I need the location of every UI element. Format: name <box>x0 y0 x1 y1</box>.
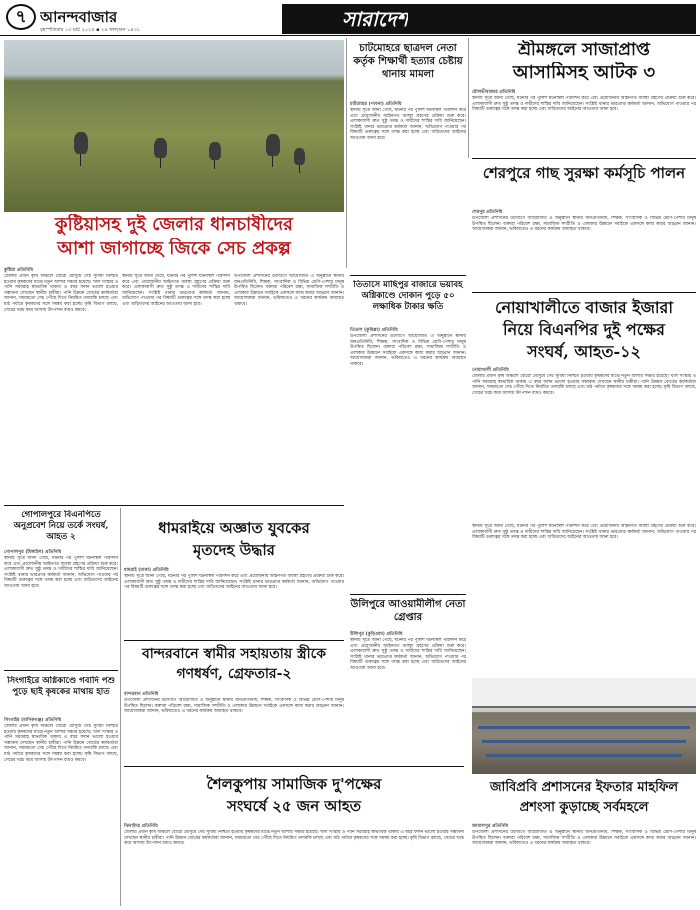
section-divider <box>350 275 466 276</box>
gopalpur-byline: গোপালপুর (টাঙ্গাইল) প্রতিনিধি <box>4 550 62 555</box>
section-divider <box>472 292 696 293</box>
student-attack-body: স্থানীয় সূত্রে জানা গেছে, ঘটনার পর পুলিশ ঘটনাস্থল পরিদর্শন করে এবং প্রয়োজনীয় আইনগত ব্যবস্থা গ্রহণের প্রক্রিয়া শুরু করে। এলাকাবাসী দ্রুত সুষ্ঠু তদন্ত ও দায়ীদের শাস্তির দাবি জানিয়েছেন। সংশ্লিষ্ট থানার ভারপ্রাপ্ত কর্মকর্তা জানান, অভিযোগ পাওয়ার পর বিষয়টি গুরুত্বের সঙ্গে তদন্ত করা হচ্ছে এবং জড়িতদের আইনের আওতায় আনা হবে। <box>350 108 466 141</box>
section-divider <box>472 158 696 159</box>
section-divider <box>124 766 464 767</box>
noakhali-body-cont: স্থানীয় সূত্রে জানা গেছে, ঘটনার পর পুলিশ ঘটনাস্থল পরিদর্শন করে এবং প্রয়োজনীয় আইনগত ব্যবস্থা গ্রহণের প্রক্রিয়া শুরু করে। এলাকাবাসী দ্রুত সুষ্ঠু তদন্ত ও দায়ীদের শাস্তির দাবি জানিয়েছেন। সংশ্লিষ্ট থানার ভারপ্রাপ্ত কর্মকর্তা জানান, অভিযোগ পাওয়ার পর বিষয়টি গুরুত্বের সঙ্গে তদন্ত করা হচ্ছে এবং জড়িতদের আইনের আওতায় আনা হবে। <box>472 524 696 541</box>
noakhali-headline-line2: নিয়ে বিএনপির দুই পক্ষের <box>503 320 665 339</box>
gopalpur-body: স্থানীয় সূত্রে জানা গেছে, ঘটনার পর পুলিশ ঘটনাস্থল পরিদর্শন করে এবং প্রয়োজনীয় আইনগত ব্যবস্থা গ্রহণের প্রক্রিয়া শুরু করে। এলাকাবাসী দ্রুত সুষ্ঠু তদন্ত ও দায়ীদের শাস্তির দাবি জানিয়েছেন। সংশ্লিষ্ট থানার ভারপ্রাপ্ত কর্মকর্তা জানান, অভিযোগ পাওয়ার পর বিষয়টি গুরুত্বের সঙ্গে তদন্ত করা হচ্ছে এবং জড়িতদের আইনের আওতায় আনা হবে। <box>4 556 118 589</box>
shailkupa-headline-line2: সংঘর্ষে ২৫ জন আহত <box>226 797 362 815</box>
singair-body: জেলার প্রধান কৃষি অঞ্চলে বোরো মৌসুমে সেচ সুবিধা নিশ্চিত হওয়ায় কৃষকদের মাঝে নতুন আশার সঞ্চার হয়েছে। খাল সংস্কার ও পানি সরবরাহ স্বাভাবিক থাকায় এ বছর ফলন ভালো হওয়ার সম্ভাবনা দেখছেন স্থানীয় চাষীরা। পানি উন্নয়ন বোর্ডের কর্মকর্তারা জানান, সময়মতো সেচ পৌঁছে দিতে নিয়মিত তদারকি চলছে এবং মাঠ পর্যায়ে কৃষকদের সঙ্গে সমন্বয় করা হচ্ছে। কৃষি বিভাগ বলছে, সেচের খরচ কমে আসায় উৎপাদন ব্যয়ও কমবে। <box>4 724 118 763</box>
singair-byline: সিংগাইর (মানিকগঞ্জ) প্রতিনিধি <box>4 718 62 723</box>
bandarban-body: উপজেলা প্রশাসনের উদ্যোগে আয়োজিত এ অনুষ্ঠানে স্থানীয় জনপ্রতিনিধি, শিক্ষক, সাংবাদিক ও বিভিন্ন শ্রেণি-পেশার মানুষ উপস্থিত ছিলেন। বক্তারা পরিবেশ রক্ষা, সামাজিক সম্প্রীতি ও এলাকার উন্নয়নে সবাইকে একসঙ্গে কাজ করার আহ্বান জানান। আয়োজকরা জানান, ভবিষ্যতেও এ ধরনের কার্যক্রম অব্যাহত থাকবে। <box>124 698 344 715</box>
dateline: বৃহস্পতিবার ১৩ মার্চ ২০২৫ ▪ ২৯ ফাল্গুন ১৪৩১ <box>40 27 140 33</box>
masthead-rule <box>0 35 700 36</box>
bandarban-headline: বান্দরবানে স্বামীর সহায়তায় স্ত্রীকে গণধর্ষণ, গ্রেফতার-২ <box>141 646 327 682</box>
ulipur-body: স্থানীয় সূত্রে জানা গেছে, ঘটনার পর পুলিশ ঘটনাস্থল পরিদর্শন করে এবং প্রয়োজনীয় আইনগত ব্যবস্থা গ্রহণের প্রক্রিয়া শুরু করে। এলাকাবাসী দ্রুত সুষ্ঠু তদন্ত ও দায়ীদের শাস্তির দাবি জানিয়েছেন। সংশ্লিষ্ট থানার ভারপ্রাপ্ত কর্মকর্তা জানান, অভিযোগ পাওয়ার পর বিষয়টি গুরুত্বের সঙ্গে তদন্ত করা হচ্ছে এবং জড়িতদের আইনের আওতায় আনা হবে। <box>350 638 466 671</box>
lead-body-col2: স্থানীয় সূত্রে জানা গেছে, ঘটনার পর পুলিশ ঘটনাস্থল পরিদর্শন করে এবং প্রয়োজনীয় আইনগত ব্যবস্থা গ্রহণের প্রক্রিয়া শুরু করে। এলাকাবাসী দ্রুত সুষ্ঠু তদন্ত ও দায়ীদের শাস্তির দাবি জানিয়েছেন। সংশ্লিষ্ট থানার ভারপ্রাপ্ত কর্মকর্তা জানান, অভিযোগ পাওয়ার পর বিষয়টি গুরুত্বের সঙ্গে তদন্ত করা হচ্ছে এবং জড়িতদের আইনের আওতায় আনা হবে। <box>122 274 230 307</box>
titas-headline: তিতাসে মাছিপুর বাজারে ভয়াবহ অগ্নিকাণ্ডে দোকান পুড়ে ৫০ লক্ষাধিক টাকার ক্ষতি <box>353 280 463 312</box>
noakhali-byline: নোয়াখালী প্রতিনিধি <box>472 368 509 373</box>
sherpur-body: উপজেলা প্রশাসনের উদ্যোগে আয়োজিত এ অনুষ্ঠানে স্থানীয় জনপ্রতিনিধি, শিক্ষক, সাংবাদিক ও বিভিন্ন শ্রেণি-পেশার মানুষ উপস্থিত ছিলেন। বক্তারা পরিবেশ রক্ষা, সামাজিক সম্প্রীতি ও এলাকার উন্নয়নে সবাইকে একসঙ্গে কাজ করার আহ্বান জানান। আয়োজকরা জানান, ভবিষ্যতেও এ ধরনের কার্যক্রম অব্যাহত থাকবে। <box>472 216 696 233</box>
dhamrai-headline-line2: মৃতদেহ উদ্ধার <box>193 541 275 559</box>
jabipur-byline: জামালপুর প্রতিনিধি <box>472 824 509 829</box>
dhamrai-headline-line1: ধামরাইয়ে অজ্ঞাত যুবকের <box>158 519 310 537</box>
gopalpur-headline: গোপালপুরে বিএনপিতে অনুপ্রবেশ নিয়ে তর্কে সংঘর্ষ, আহত ২ <box>13 510 109 542</box>
lead-photo-birds-in-field <box>4 40 344 212</box>
student-attack-byline: চাটমোহর (পাবনা) প্রতিনিধি <box>350 102 402 107</box>
ulipur-byline: উলিপুর (কুড়িগ্রাম) প্রতিনিধি <box>350 632 403 637</box>
lead-byline: কুষ্টিয়া প্রতিনিধি <box>4 268 34 273</box>
titas-byline: তিতাস (কুমিল্লা) প্রতিনিধি <box>350 328 398 333</box>
sreemangal-headline-line1: শ্রীমঙ্গলে সাজাপ্রাপ্ত <box>518 40 650 60</box>
section-divider <box>4 670 118 671</box>
sherpur-byline: শেরপুর প্রতিনিধি <box>472 210 503 215</box>
section-divider <box>4 505 344 506</box>
iftar-photo-crowd <box>472 678 696 774</box>
jabipur-body: উপজেলা প্রশাসনের উদ্যোগে আয়োজিত এ অনুষ্ঠানে স্থানীয় জনপ্রতিনিধি, শিক্ষক, সাংবাদিক ও বিভিন্ন শ্রেণি-পেশার মানুষ উপস্থিত ছিলেন। বক্তারা পরিবেশ রক্ষা, সামাজিক সম্প্রীতি ও এলাকার উন্নয়নে সবাইকে একসঙ্গে কাজ করার আহ্বান জানান। আয়োজকরা জানান, ভবিষ্যতেও এ ধরনের কার্যক্রম অব্যাহত থাকবে। <box>472 830 696 847</box>
sreemangal-byline: মৌলভীবাজার প্রতিনিধি <box>472 90 516 95</box>
page-number: ৭ <box>6 4 36 30</box>
ulipur-headline: উলিপুরে আওয়ামীলীগ নেতা গ্রেপ্তার <box>350 599 466 623</box>
section-title: সারাদেশ <box>342 7 409 31</box>
noakhali-body: জেলার প্রধান কৃষি অঞ্চলে বোরো মৌসুমে সেচ সুবিধা নিশ্চিত হওয়ায় কৃষকদের মাঝে নতুন আশার সঞ্চার হয়েছে। খাল সংস্কার ও পানি সরবরাহ স্বাভাবিক থাকায় এ বছর ফলন ভালো হওয়ার সম্ভাবনা দেখছেন স্থানীয় চাষীরা। পানি উন্নয়ন বোর্ডের কর্মকর্তারা জানান, সময়মতো সেচ পৌঁছে দিতে নিয়মিত তদারকি চলছে এবং মাঠ পর্যায়ে কৃষকদের সঙ্গে সমন্বয় করা হচ্ছে। কৃষি বিভাগ বলছে, সেচের খরচ কমে আসায় উৎপাদন ব্যয়ও কমবে। <box>472 374 696 396</box>
dhamrai-body: স্থানীয় সূত্রে জানা গেছে, ঘটনার পর পুলিশ ঘটনাস্থল পরিদর্শন করে এবং প্রয়োজনীয় আইনগত ব্যবস্থা গ্রহণের প্রক্রিয়া শুরু করে। এলাকাবাসী দ্রুত সুষ্ঠু তদন্ত ও দায়ীদের শাস্তির দাবি জানিয়েছেন। সংশ্লিষ্ট থানার ভারপ্রাপ্ত কর্মকর্তা জানান, অভিযোগ পাওয়ার পর বিষয়টি গুরুত্বের সঙ্গে তদন্ত করা হচ্ছে এবং জড়িতদের আইনের আওতায় আনা হবে। <box>124 574 344 591</box>
titas-body: উপজেলা প্রশাসনের উদ্যোগে আয়োজিত এ অনুষ্ঠানে স্থানীয় জনপ্রতিনিধি, শিক্ষক, সাংবাদিক ও বিভিন্ন শ্রেণি-পেশার মানুষ উপস্থিত ছিলেন। বক্তারা পরিবেশ রক্ষা, সামাজিক সম্প্রীতি ও এলাকার উন্নয়নে সবাইকে একসঙ্গে কাজ করার আহ্বান জানান। আয়োজকরা জানান, ভবিষ্যতেও এ ধরনের কার্যক্রম অব্যাহত থাকবে। <box>350 334 466 367</box>
column-rule <box>120 508 121 906</box>
student-attack-headline: চাটমোহরে ছাত্রদল নেতা কর্তৃক শিক্ষার্থী হত্যার চেষ্টায় থানায় মামলা <box>353 43 463 80</box>
noakhali-headline-line1: নোয়াখালীতে বাজার ইজারা <box>495 298 673 317</box>
noakhali-headline-line3: সংঘর্ষ, আহত-১২ <box>527 342 641 361</box>
section-divider <box>350 594 466 595</box>
section-divider <box>124 640 344 641</box>
lead-headline-line1: কুষ্টিয়াসহ দুই জেলার ধানচাষীদের <box>55 214 293 235</box>
jabipur-headline-line2: প্রশংসা কুড়াচ্ছে সর্বমহলে <box>519 800 649 815</box>
column-rule <box>468 38 469 158</box>
shailkupa-headline-line1: শৈলকুপায় সামাজিক দু'পক্ষের <box>206 775 382 793</box>
sherpur-headline: শেরপুরে গাছ সুরক্ষা কর্মসূচি পালন <box>482 164 686 182</box>
lead-headline-line2: আশা জাগাচ্ছে জিকে সেচ প্রকল্প <box>57 238 291 259</box>
jabipur-headline-line1: জাবিপ্রবি প্রশাসনের ইফতার মাহফিল <box>489 780 679 795</box>
column-rule <box>346 38 347 268</box>
shailkupa-byline: ঝিনাইদহ প্রতিনিধি <box>124 824 158 829</box>
lead-body-col1: জেলার প্রধান কৃষি অঞ্চলে বোরো মৌসুমে সেচ সুবিধা নিশ্চিত হওয়ায় কৃষকদের মাঝে নতুন আশার সঞ্চার হয়েছে। খাল সংস্কার ও পানি সরবরাহ স্বাভাবিক থাকায় এ বছর ফলন ভালো হওয়ার সম্ভাবনা দেখছেন স্থানীয় চাষীরা। পানি উন্নয়ন বোর্ডের কর্মকর্তারা জানান, সময়মতো সেচ পৌঁছে দিতে নিয়মিত তদারকি চলছে এবং মাঠ পর্যায়ে কৃষকদের সঙ্গে সমন্বয় করা হচ্ছে। কৃষি বিভাগ বলছে, সেচের খরচ কমে আসায় উৎপাদন ব্যয়ও কমবে। <box>4 274 118 313</box>
bandarban-byline: বান্দরবান প্রতিনিধি <box>124 692 159 697</box>
sreemangal-body: স্থানীয় সূত্রে জানা গেছে, ঘটনার পর পুলিশ ঘটনাস্থল পরিদর্শন করে এবং প্রয়োজনীয় আইনগত ব্যবস্থা গ্রহণের প্রক্রিয়া শুরু করে। এলাকাবাসী দ্রুত সুষ্ঠু তদন্ত ও দায়ীদের শাস্তির দাবি জানিয়েছেন। সংশ্লিষ্ট থানার ভারপ্রাপ্ত কর্মকর্তা জানান, অভিযোগ পাওয়ার পর বিষয়টি গুরুত্বের সঙ্গে তদন্ত করা হচ্ছে এবং জড়িতদের আইনের আওতায় আনা হবে। <box>472 96 696 113</box>
shailkupa-body: জেলার প্রধান কৃষি অঞ্চলে বোরো মৌসুমে সেচ সুবিধা নিশ্চিত হওয়ায় কৃষকদের মাঝে নতুন আশার সঞ্চার হয়েছে। খাল সংস্কার ও পানি সরবরাহ স্বাভাবিক থাকায় এ বছর ফলন ভালো হওয়ার সম্ভাবনা দেখছেন স্থানীয় চাষীরা। পানি উন্নয়ন বোর্ডের কর্মকর্তারা জানান, সময়মতো সেচ পৌঁছে দিতে নিয়মিত তদারকি চলছে এবং মাঠ পর্যায়ে কৃষকদের সঙ্গে সমন্বয় করা হচ্ছে। কৃষি বিভাগ বলছে, সেচের খরচ কমে আসায় উৎপাদন ব্যয়ও কমবে। <box>124 830 464 847</box>
singair-headline: সিংগাইরে অগ্নিকাণ্ডে গবাদি পশু পুড়ে ছাই কৃষকের মাথায় হাত <box>7 676 115 697</box>
newspaper-logo: আনন্দবাজার <box>40 8 118 26</box>
dhamrai-byline: ধামরাই (ঢাকা) প্রতিনিধি <box>124 568 169 573</box>
sreemangal-headline-line2: আসামিসহ আটক ৩ <box>512 62 656 83</box>
lead-body-col3: উপজেলা প্রশাসনের উদ্যোগে আয়োজিত এ অনুষ্ঠানে স্থানীয় জনপ্রতিনিধি, শিক্ষক, সাংবাদিক ও বিভিন্ন শ্রেণি-পেশার মানুষ উপস্থিত ছিলেন। বক্তারা পরিবেশ রক্ষা, সামাজিক সম্প্রীতি ও এলাকার উন্নয়নে সবাইকে একসঙ্গে কাজ করার আহ্বান জানান। আয়োজকরা জানান, ভবিষ্যতেও এ ধরনের কার্যক্রম অব্যাহত থাকবে। <box>234 274 344 307</box>
